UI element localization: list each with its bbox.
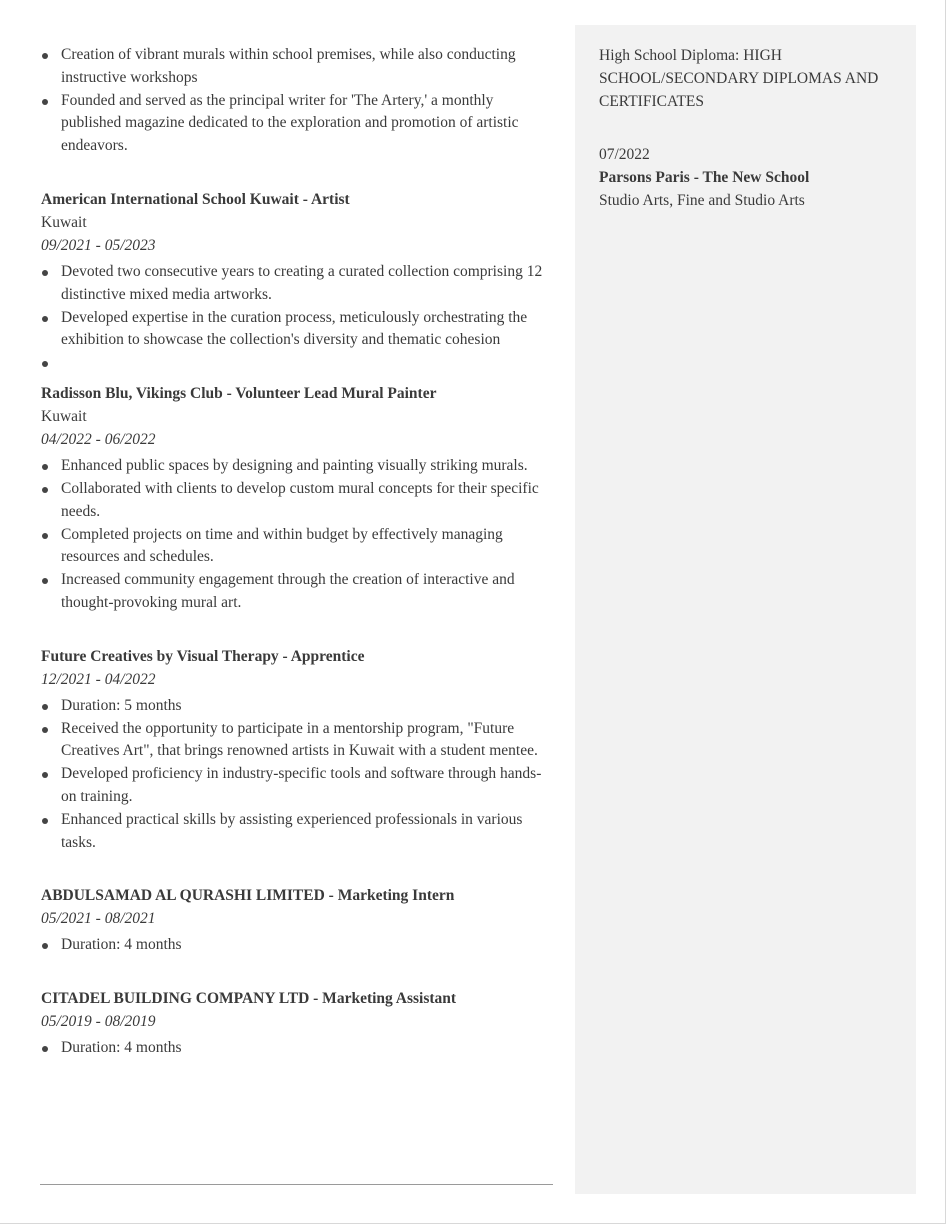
bullet-item	[41, 718, 553, 764]
bullet-item	[41, 307, 553, 353]
bullet-list	[41, 1037, 553, 1060]
job-dates: 04/2022 - 06/2022	[41, 431, 156, 449]
bullet-dot-icon	[42, 727, 48, 733]
bullet-text: Duration: 4 months	[61, 936, 182, 954]
bullet-dot-icon	[42, 772, 48, 778]
diploma-text: High School Diploma: HIGH SCHOOL/SECONDARY DIPLOMAS AND CERTIFICATES	[599, 47, 879, 110]
bullet-dot-icon	[42, 464, 48, 470]
bullet-dot-icon	[42, 533, 48, 539]
bullet-item	[41, 90, 553, 158]
bullet-list	[41, 934, 553, 957]
bullet-dot-icon	[42, 316, 48, 322]
education-date: 07/2022	[599, 146, 650, 164]
bullet-text: Received the opportunity to participate in a mentorship program, "Future Creatives Art", that brings renowned artists in Kuwait with a student mentee.	[61, 719, 538, 760]
field-of-study: Studio Arts, Fine and Studio Arts	[599, 191, 805, 209]
bullet-dot-icon	[42, 270, 48, 276]
bullet-item	[41, 44, 553, 90]
bullet-dot-icon	[42, 99, 48, 105]
bullet-dot-icon	[42, 943, 48, 949]
job-list	[41, 188, 553, 1060]
job-entry-intro	[41, 44, 553, 158]
bullet-item	[41, 569, 553, 615]
job-title: CITADEL BUILDING COMPANY LTD - Marketing Assistant	[41, 990, 457, 1008]
job-entry	[41, 188, 553, 352]
bullet-dot-icon	[42, 53, 48, 59]
bullet-item	[41, 809, 553, 855]
section-divider	[40, 1184, 553, 1185]
job-title: ABDULSAMAD AL QURASHI LIMITED - Marketing Intern	[41, 887, 455, 905]
bullet-item	[41, 695, 553, 718]
bullet-item	[41, 524, 553, 570]
job-dates: 05/2021 - 08/2021	[41, 910, 156, 928]
bullet-text: Developed expertise in the curation process, meticulously orchestrating the exhibition to showcase the collection's diversity and thematic cohesion	[61, 308, 528, 349]
job-dates: 12/2021 - 04/2022	[41, 670, 156, 688]
bullet-text: Enhanced public spaces by designing and painting visually striking murals.	[61, 457, 528, 475]
bullet-item	[41, 261, 553, 307]
bullet-list	[41, 455, 553, 615]
bullet-dot-icon	[42, 818, 48, 824]
education-sidebar	[575, 25, 916, 1194]
bullet-dot-icon	[42, 704, 48, 710]
job-title: Radisson Blu, Vikings Club - Volunteer Lead Mural Painter	[41, 385, 437, 403]
bullet-text: Increased community engagement through the creation of interactive and thought-provoking mural art.	[61, 571, 515, 611]
bullet-item	[41, 1037, 553, 1060]
bullet-dot-icon	[42, 487, 48, 493]
bullet-text: Collaborated with clients to develop custom mural concepts for their specific needs.	[61, 479, 539, 520]
bullet-dot-icon	[42, 578, 48, 584]
job-entry	[41, 382, 553, 615]
bullet-text: Creation of vibrant murals within school premises, while also conducting instructive workshops	[61, 46, 516, 86]
bullet-text: Duration: 4 months	[61, 1039, 182, 1057]
job-title: American International School Kuwait - Artist	[41, 190, 350, 208]
experience-section	[41, 44, 553, 1060]
bullet-text: Duration: 5 months	[61, 696, 182, 714]
bullet-dot-icon	[42, 1046, 48, 1052]
bullet-item	[41, 455, 553, 478]
bullet-text: Founded and served as the principal writer for 'The Artery,' a monthly published magazine dedicated to the exploration and promotion of artistic endeavors.	[61, 91, 519, 155]
bullet-item	[41, 763, 553, 809]
bullet-list	[41, 44, 553, 158]
bullet-list	[41, 261, 553, 352]
bullet-item	[41, 478, 553, 524]
job-entry	[41, 645, 553, 855]
school-name: Parsons Paris - The New School	[599, 169, 810, 187]
bullet-item	[41, 934, 553, 957]
job-dates: 05/2019 - 08/2019	[41, 1013, 156, 1031]
job-entry	[41, 987, 553, 1060]
job-title: Future Creatives by Visual Therapy - Apprentice	[41, 647, 365, 665]
job-location: Kuwait	[41, 408, 87, 426]
job-entry	[41, 884, 553, 957]
bullet-dot-icon	[42, 361, 48, 367]
bullet-list	[41, 695, 553, 855]
job-dates: 09/2021 - 05/2023	[41, 236, 156, 254]
bullet-text: Devoted two consecutive years to creating a curated collection comprising 12 distinctive mixed media artworks.	[61, 262, 543, 303]
bullet-text: Developed proficiency in industry-specific tools and software through hands-on training.	[61, 765, 542, 805]
bullet-text: Completed projects on time and within budget by effectively managing resources and schedules.	[61, 525, 503, 566]
bullet-text: Enhanced practical skills by assisting experienced professionals in various tasks.	[61, 810, 523, 851]
job-location: Kuwait	[41, 213, 87, 231]
